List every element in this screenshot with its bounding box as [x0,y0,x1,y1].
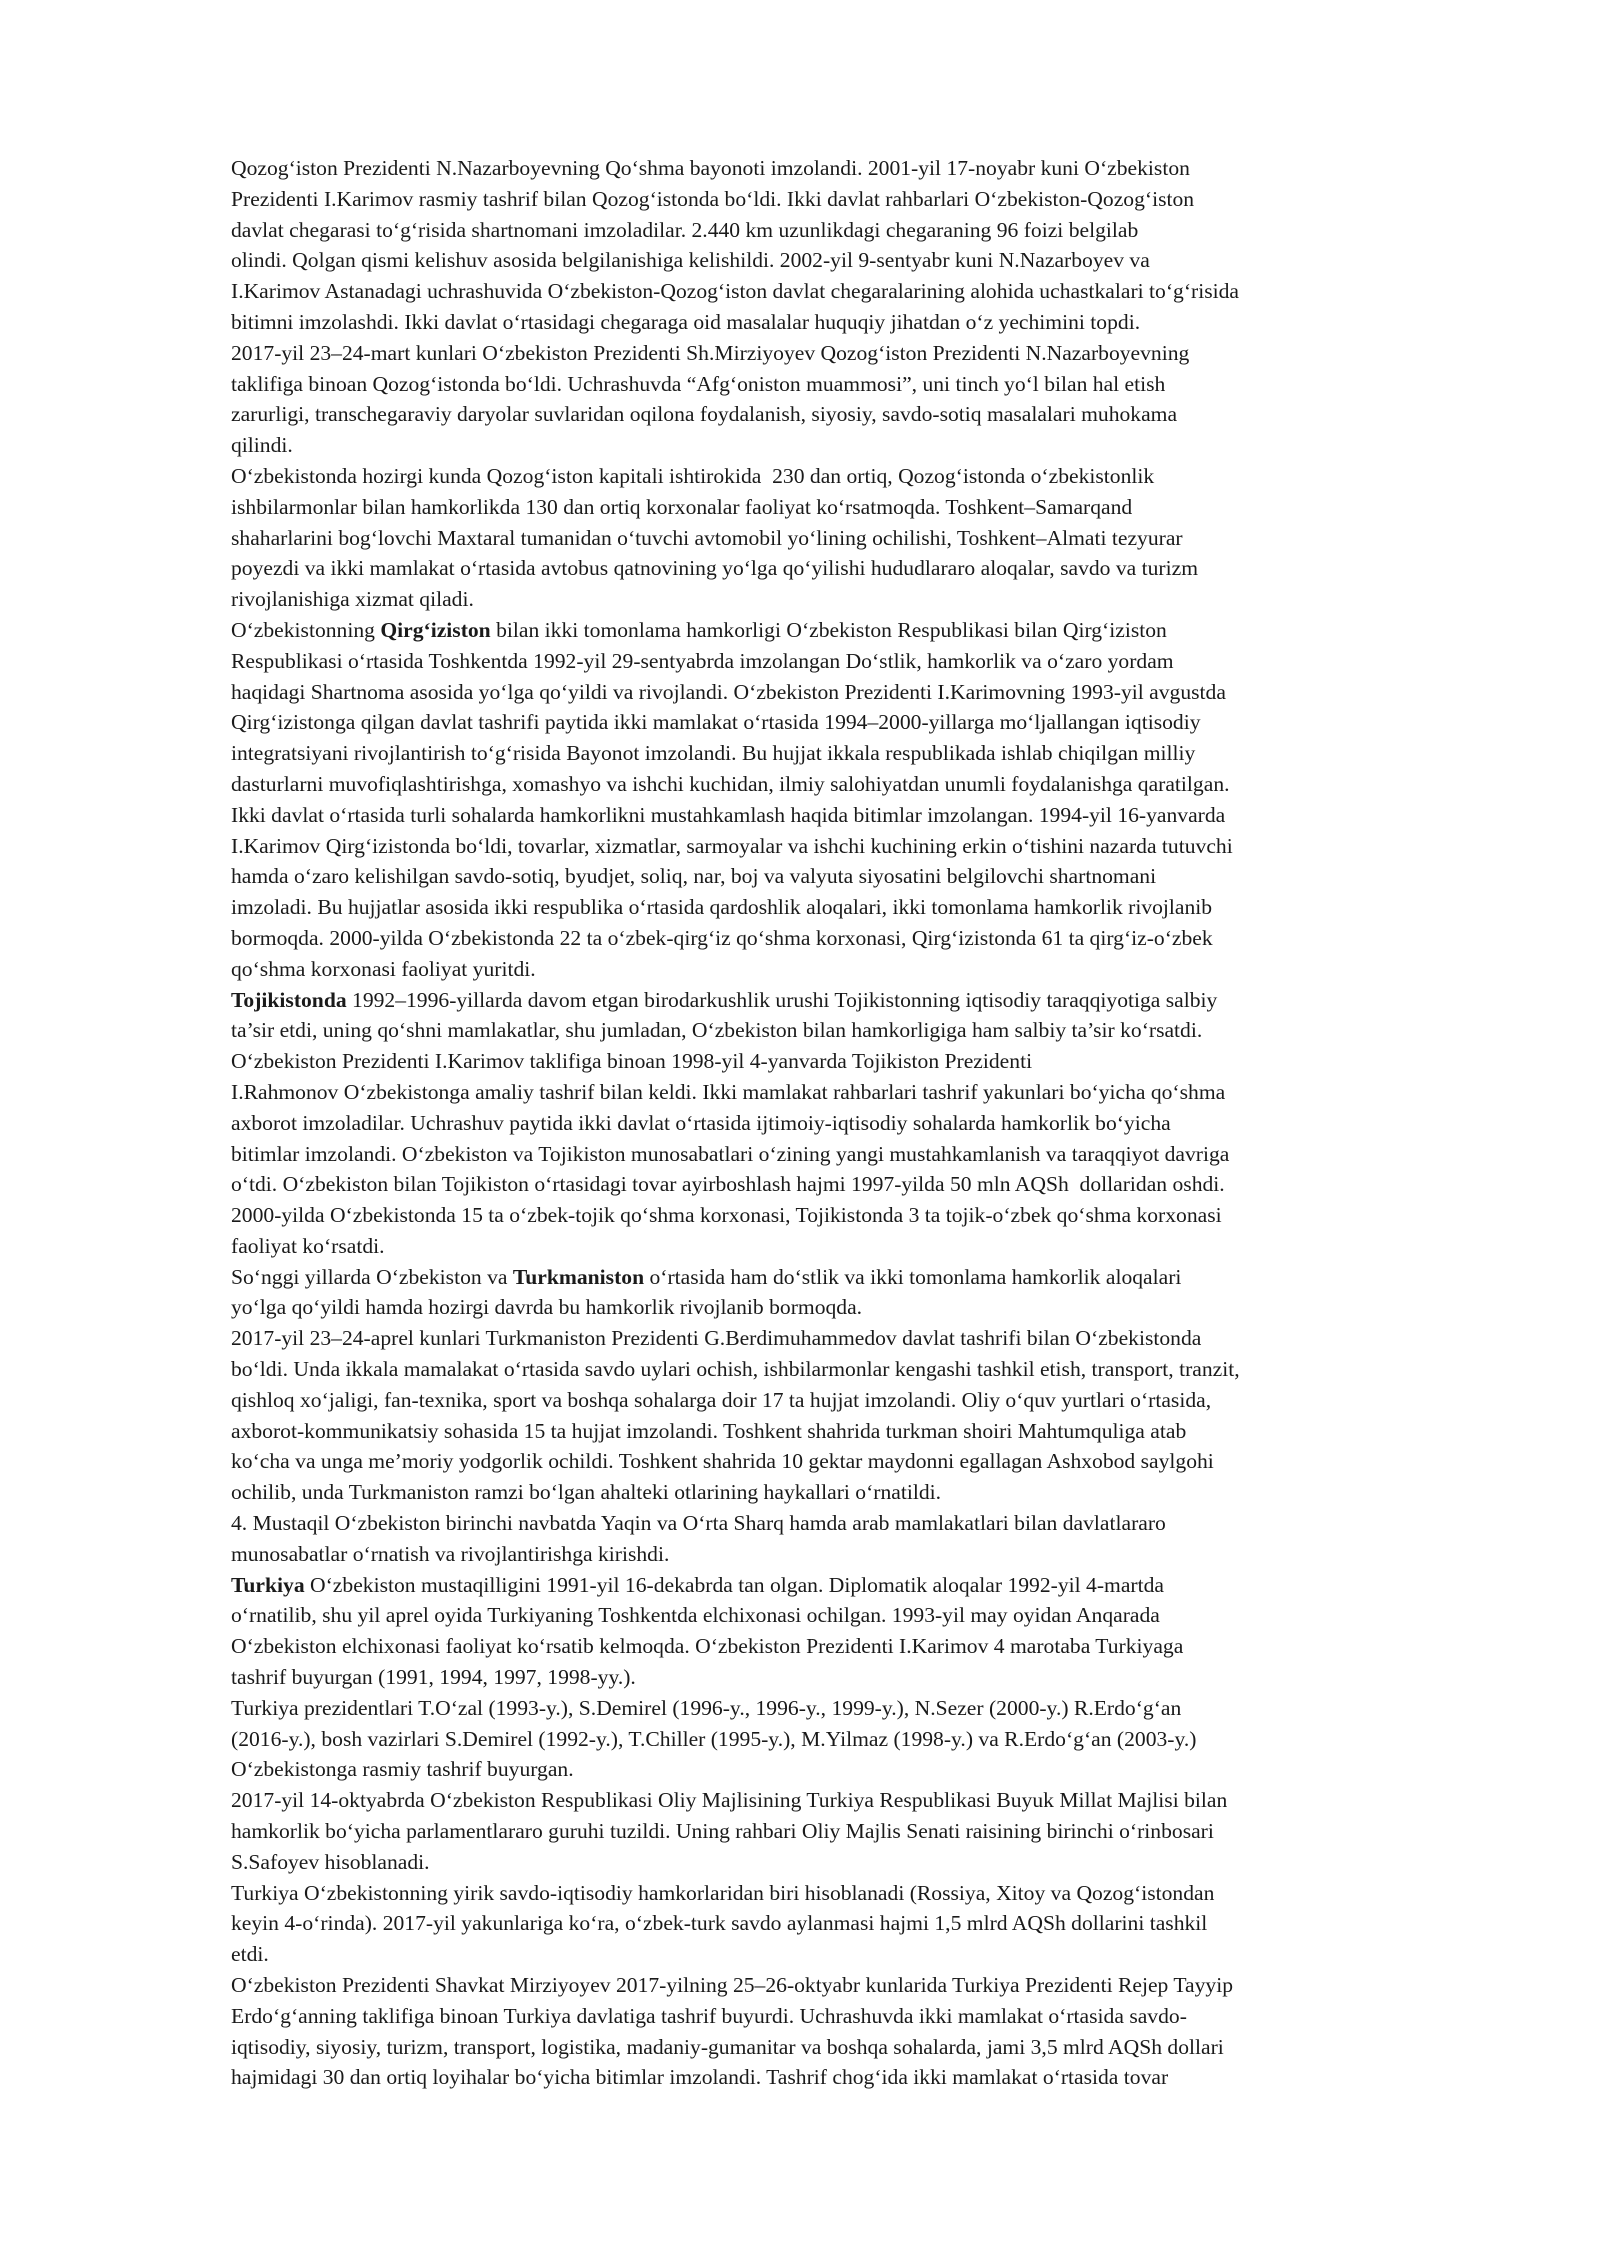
text-line: I.Karimov Qirg‘izistonda bo‘ldi, tovarlar, xizmatlar, sarmoyalar va ishchi kuchining erkin o‘tishini nazarda tutuvchi [231,833,1233,858]
text-line: poyezdi va ikki mamlakat o‘rtasida avtobus qatnovining yo‘lga qo‘yilishi hududlararo aloqalar, savdo va turizm [231,556,1199,581]
bold-country-name: Turkiya [231,1572,305,1597]
document-body [231,153,1501,2093]
text-line: Turkiya prezidentlari T.O‘zal (1993-y.), S.Demirel (1996-y., 1996-y., 1999-y.), N.Sezer (2000-y.) R.Erdo‘g‘an [231,1695,1182,1720]
text-line: 4. Mustaqil O‘zbekiston birinchi navbatda Yaqin va O‘rta Sharq hamda arab mamlakatlari bilan davlatlararo [231,1511,1166,1536]
text-line: hamda o‘zaro kelishilgan savdo-sotiq, byudjet, soliq, nar, boj va valyuta siyosatini belgilovchi shartnomani [231,864,1157,889]
text-line: haqidagi Shartnoma asosida yo‘lga qo‘yildi va rivojlandi. O‘zbekiston Prezidenti I.Karimovning 1993-yil avgustda [231,679,1226,704]
text-segment: O‘zbekiston mustaqilligini 1991-yil 16-dekabrda tan olgan. Diplomatik aloqalar 1992-yil 4-martda [304,1572,1164,1597]
text-line: ochilib, unda Turkmaniston ramzi bo‘lgan ahalteki otlarining haykallari o‘rnatildi. [231,1480,942,1505]
text-line: (2016-y.), bosh vazirlari S.Demirel (1992-y.), T.Chiller (1995-y.), M.Yilmaz (1998-y.) va R.Erdo‘g‘an (2003-y.) [231,1726,1197,1751]
text-line: O‘zbekiston Prezidenti I.Karimov taklifiga binoan 1998-yil 4-yanvarda Tojikiston Prezidenti [231,1049,1033,1074]
text-line: imzoladi. Bu hujjatlar asosida ikki respublika o‘rtasida qardoshlik aloqalari, ikki tomonlama hamkorlik rivojlanib [231,895,1213,920]
text-line: Turkiya O‘zbekistonning yirik savdo-iqtisodiy hamkorlaridan biri hisoblanadi (Rossiya, Xitoy va Qozog‘istondan [231,1880,1215,1905]
text-segment: So‘nggi yillarda O‘zbekiston va [231,1264,513,1289]
text-line: o‘tdi. O‘zbekiston bilan Tojikiston o‘rtasidagi tovar ayirboshlash hajmi 1997-yilda 50 mln AQSh dollaridan oshdi. [231,1172,1225,1197]
text-line: iqtisodiy, siyosiy, turizm, transport, logistika, madaniy-gumanitar va boshqa sohalarda, jami 3,5 mlrd AQSh dollari [231,2034,1224,2059]
text-line: bitimlar imzolandi. O‘zbekiston va Tojikiston munosabatlari o‘zining yangi mustahkamlanish va taraqqiyot davriga [231,1141,1230,1166]
text-segment: bilan ikki tomonlama hamkorligi O‘zbekiston Respublikasi bilan Qirg‘iziston [490,617,1167,642]
text-line: taklifiga binoan Qozog‘istonda bo‘ldi. Uchrashuvda “Afg‘oniston muammosi”, uni tinch yo‘l bilan hal etish [231,371,1166,396]
text-line: yo‘lga qo‘yildi hamda hozirgi davrda bu hamkorlik rivojlanib bormoqda. [231,1295,863,1320]
text-line: zarurligi, transchegaraviy daryolar suvlaridan oqilona foydalanish, siyosiy, savdo-sotiq masalalari muhokama [231,402,1178,427]
text-line: integratsiyani rivojlantirish to‘g‘risida Bayonot imzolandi. Bu hujjat ikkala respublikada ishlab chiqilgan milliy [231,741,1196,766]
text-line: olindi. Qolgan qismi kelishuv asosida belgilanishiga kelishildi. 2002-yil 9-sentyabr kuni N.Nazarboyev va [231,248,1150,273]
text-line: davlat chegarasi to‘g‘risida shartnomani imzoladilar. 2.440 km uzunlikdagi chegaraning 96 foizi belgilab [231,217,1139,242]
text-line: ko‘cha va unga me’moriy yodgorlik ochildi. Toshkent shahrida 10 gektar maydonni egallagan Ashxobod saylgohi [231,1449,1214,1474]
text-line: 2017-yil 23–24-aprel kunlari Turkmaniston Prezidenti G.Berdimuhammedov davlat tashrifi bilan O‘zbekistonda [231,1326,1202,1351]
text-line: keyin 4-o‘rinda). 2017-yil yakunlariga ko‘ra, o‘zbek-turk savdo aylanmasi hajmi 1,5 mlrd AQSh dollarini tashkil [231,1911,1208,1936]
text-line: I.Rahmonov O‘zbekistonga amaliy tashrif bilan keldi. Ikki mamlakat rahbarlari tashrif yakunlari bo‘yicha qo‘shma [231,1079,1226,1104]
text-line: faoliyat ko‘rsatdi. [231,1233,385,1258]
text-line: rivojlanishiga xizmat qiladi. [231,587,474,612]
text-line: qilindi. [231,433,293,458]
text-line [231,615,1501,646]
text-line: axborot-kommunikatsiy sohasida 15 ta hujjat imzolandi. Toshkent shahrida turkman shoiri Mahtumquliga atab [231,1418,1187,1443]
text-line: ta’sir etdi, uning qo‘shni mamlakatlar, shu jumladan, O‘zbekiston bilan hamkorligiga ham salbiy ta’sir ko‘rsatdi. [231,1018,1203,1043]
text-segment: 1992–1996-yillarda davom etgan birodarkushlik urushi Tojikistonning iqtisodiy taraqqiyotiga salbiy [346,987,1218,1012]
text-line: Ikki davlat o‘rtasida turli sohalarda hamkorlikni mustahkamlash haqida bitimlar imzolangan. 1994-yil 16-yanvarda [231,802,1226,827]
text-line: dasturlarni muvofiqlashtirishga, xomashyo va ishchi kuchidan, ilmiy salohiyatdan unumli foydalanishga qaratilgan. [231,771,1230,796]
text-line: shaharlarini bog‘lovchi Maxtaral tumanidan o‘tuvchi avtomobil yo‘lining ochilishi, Toshkent–Almati tezyurar [231,525,1183,550]
text-line: O‘zbekiston Prezidenti Shavkat Mirziyoyev 2017-yilning 25–26-oktyabr kunlarida Turkiya Prezidenti Rejep Tayyip [231,1973,1234,1998]
text-line: bormoqda. 2000-yilda O‘zbekistonda 22 ta o‘zbek-qirg‘iz qo‘shma korxonasi, Qirg‘izistonda 61 ta qirg‘iz-o‘zbek [231,925,1213,950]
text-line: I.Karimov Astanadagi uchrashuvida O‘zbekiston-Qozog‘iston davlat chegaralarining alohida uchastkalari to‘g‘risida [231,279,1239,304]
text-line: 2000-yilda O‘zbekistonda 15 ta o‘zbek-tojik qo‘shma korxonasi, Tojikistonda 3 ta tojik-o‘zbek qo‘shma korxonasi [231,1203,1222,1228]
text-segment: O‘zbekistonning [231,617,381,642]
text-line: qishloq xo‘jaligi, fan-texnika, sport va boshqa sohalarga doir 17 ta hujjat imzolandi. Oliy o‘quv yurtlari o‘rtasida, [231,1387,1212,1412]
text-line: ishbilarmonlar bilan hamkorlikda 130 dan ortiq korxonalar faoliyat ko‘rsatmoqda. Toshkent–Samarqand [231,494,1133,519]
text-line: axborot imzoladilar. Uchrashuv paytida ikki davlat o‘rtasida ijtimoiy-iqtisodiy sohalarda hamkorlik bo‘yicha [231,1110,1171,1135]
text-line: Qozog‘iston Prezidenti N.Nazarboyevning Qo‘shma bayonoti imzolandi. 2001-yil 17-noyabr kuni O‘zbekiston [231,156,1190,180]
text-line: bitimni imzolashdi. Ikki davlat o‘rtasidagi chegaraga oid masalalar huquqiy jihatdan o‘z yechimini topdi. [231,309,1141,334]
bold-country-name: Tojikistonda [231,987,347,1012]
text-line: O‘zbekistonda hozirgi kunda Qozog‘iston kapitali ishtirokida 230 dan ortiq, Qozog‘istonda o‘zbekistonlik [231,463,1155,488]
text-line: 2017-yil 14-oktyabrda O‘zbekiston Respublikasi Oliy Majlisining Turkiya Respublikasi Buyuk Millat Majlisi bilan [231,1788,1228,1813]
text-line: 2017-yil 23–24-mart kunlari O‘zbekiston Prezidenti Sh.Mirziyoyev Qozog‘iston Prezidenti N.Nazarboyevning [231,340,1190,365]
text-line: bo‘ldi. Unda ikkala mamalakat o‘rtasida savdo uylari ochish, ishbilarmonlar kengashi tashkil etish, transport, tranzit, [231,1357,1240,1382]
text-line: munosabatlar o‘rnatish va rivojlantirishga kirishdi. [231,1541,670,1566]
text-line: o‘rnatilib, shu yil aprel oyida Turkiyaning Toshkentda elchixonasi ochilgan. 1993-yil may oyidan Anqarada [231,1603,1160,1628]
text-segment: o‘rtasida ham do‘stlik va ikki tomonlama hamkorlik aloqalari [644,1264,1182,1289]
text-line [231,985,1501,1016]
text-line: etdi. [231,1942,269,1967]
text-line: O‘zbekistonga rasmiy tashrif buyurgan. [231,1757,574,1782]
text-line: S.Safoyev hisoblanadi. [231,1849,430,1874]
text-line [231,1570,1501,1601]
text-line: Respublikasi o‘rtasida Toshkentda 1992-yil 29-sentyabrda imzolangan Do‘stlik, hamkorlik va o‘zaro yordam [231,648,1174,673]
text-line: Qirg‘izistonga qilgan davlat tashrifi paytida ikki mamlakat o‘rtasida 1994–2000-yillarga mo‘ljallangan iqtisodiy [231,710,1201,735]
text-line: O‘zbekiston elchixonasi faoliyat ko‘rsatib kelmoqda. O‘zbekiston Prezidenti I.Karimov 4 marotaba Turkiyaga [231,1634,1184,1659]
text-line: Erdo‘g‘anning taklifiga binoan Turkiya davlatiga tashrif buyurdi. Uchrashuvda ikki mamlakat o‘rtasida savdo- [231,2003,1187,2028]
text-line: hamkorlik bo‘yicha parlamentlararo guruhi tuzildi. Uning rahbari Oliy Majlis Senati raisining birinchi o‘rinbosari [231,1819,1214,1844]
text-line [231,1262,1501,1293]
bold-country-name: Turkmaniston [512,1264,645,1289]
text-line: hajmidagi 30 dan ortiq loyihalar bo‘yicha bitimlar imzolandi. Tashrif chog‘ida ikki mamlakat o‘rtasida tovar [231,2065,1169,2090]
bold-country-name: Qirg‘iziston [380,617,491,642]
text-line: tashrif buyurgan (1991, 1994, 1997, 1998-yy.). [231,1665,636,1690]
text-line: qo‘shma korxonasi faoliyat yuritdi. [231,956,536,981]
text-line: Prezidenti I.Karimov rasmiy tashrif bilan Qozog‘istonda bo‘ldi. Ikki davlat rahbarlari O‘zbekiston-Qozog‘iston [231,186,1195,211]
